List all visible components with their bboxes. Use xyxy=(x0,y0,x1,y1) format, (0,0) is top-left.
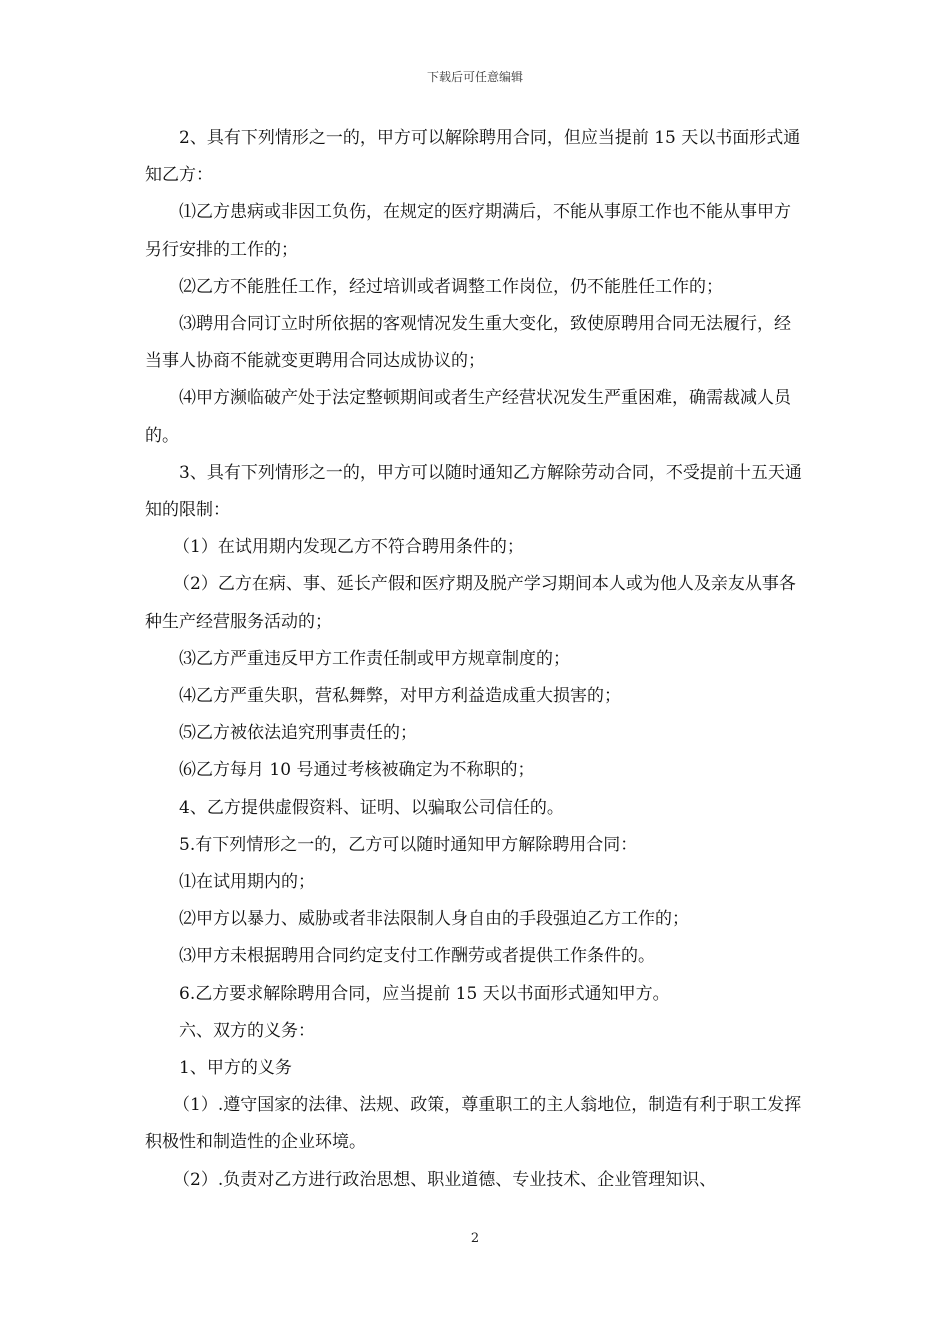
clause-2-intro: 2、具有下列情形之一的，甲方可以解除聘用合同，但应当提前 15 天以书面形式通知乙方： xyxy=(145,128,801,186)
clause-4: 4、乙方提供虚假资料、证明、以骗取公司信任的。 xyxy=(179,797,564,818)
clause-3-item-5: ⑸乙方被依法追究刑事责任的； xyxy=(179,723,417,744)
clause-2-item-1: ⑴乙方患病或非因工负伤，在规定的医疗期满后，不能从事原工作也不能从事甲方另行安排的工作的； xyxy=(145,202,791,260)
clause-3-item-3: ⑶乙方严重违反甲方工作责任制或甲方规章制度的； xyxy=(179,648,570,669)
section-6-heading: 六、双方的义务： xyxy=(179,1020,315,1041)
party-a-duty-2: （2）.负责对乙方进行政治思想、职业道德、专业技术、企业管理知识、 xyxy=(173,1169,717,1190)
clause-2-item-2: ⑵乙方不能胜任工作，经过培训或者调整工作岗位，仍不能胜任工作的； xyxy=(179,276,723,297)
page-number: 2 xyxy=(470,1231,480,1246)
clause-3-intro: 3、具有下列情形之一的，甲方可以随时通知乙方解除劳动合同，不受提前十五天通知的限制： xyxy=(145,462,802,521)
clause-3-item-6: ⑹乙方每月 10 号通过考核被确定为不称职的； xyxy=(179,760,535,781)
party-a-duties-heading: 1、甲方的义务 xyxy=(179,1058,292,1079)
clause-6: 6.乙方要求解除聘用合同，应当提前 15 天以书面形式通知甲方。 xyxy=(179,983,670,1004)
clause-5-intro: 5.有下列情形之一的，乙方可以随时通知甲方解除聘用合同： xyxy=(179,834,638,855)
clause-3-item-4: ⑷乙方严重失职，营私舞弊，对甲方利益造成重大损害的； xyxy=(179,686,621,707)
clause-5-item-2: ⑵甲方以暴力、威胁或者非法限制人身自由的手段强迫乙方工作的； xyxy=(179,909,689,930)
document-body xyxy=(145,120,807,1199)
clause-3-item-1: （1）在试用期内发现乙方不符合聘用条件的； xyxy=(173,537,524,558)
page-header: 下载后可任意编辑 xyxy=(426,70,523,84)
clause-2-item-4: ⑷甲方濒临破产处于法定整顿期间或者生产经营状况发生严重困难，确需裁减人员的。 xyxy=(145,388,791,446)
clause-3-item-2: （2）乙方在病、事、延长产假和医疗期及脱产学习期间本人或为他人及亲友从事各种生产经营服务活动的； xyxy=(145,574,796,632)
clause-2-item-3: ⑶聘用合同订立时所依据的客观情况发生重大变化，致使原聘用合同无法履行，经当事人协商不能就变更聘用合同达成协议的； xyxy=(145,314,791,372)
clause-5-item-1: ⑴在试用期内的； xyxy=(179,872,315,893)
clause-5-item-3: ⑶甲方未根据聘用合同约定支付工作酬劳或者提供工作条件的。 xyxy=(179,946,655,967)
party-a-duty-1: （1）.遵守国家的法律、法规、政策，尊重职工的主人翁地位，制造有利于职工发挥积极性和制造性的企业环境。 xyxy=(145,1095,802,1153)
